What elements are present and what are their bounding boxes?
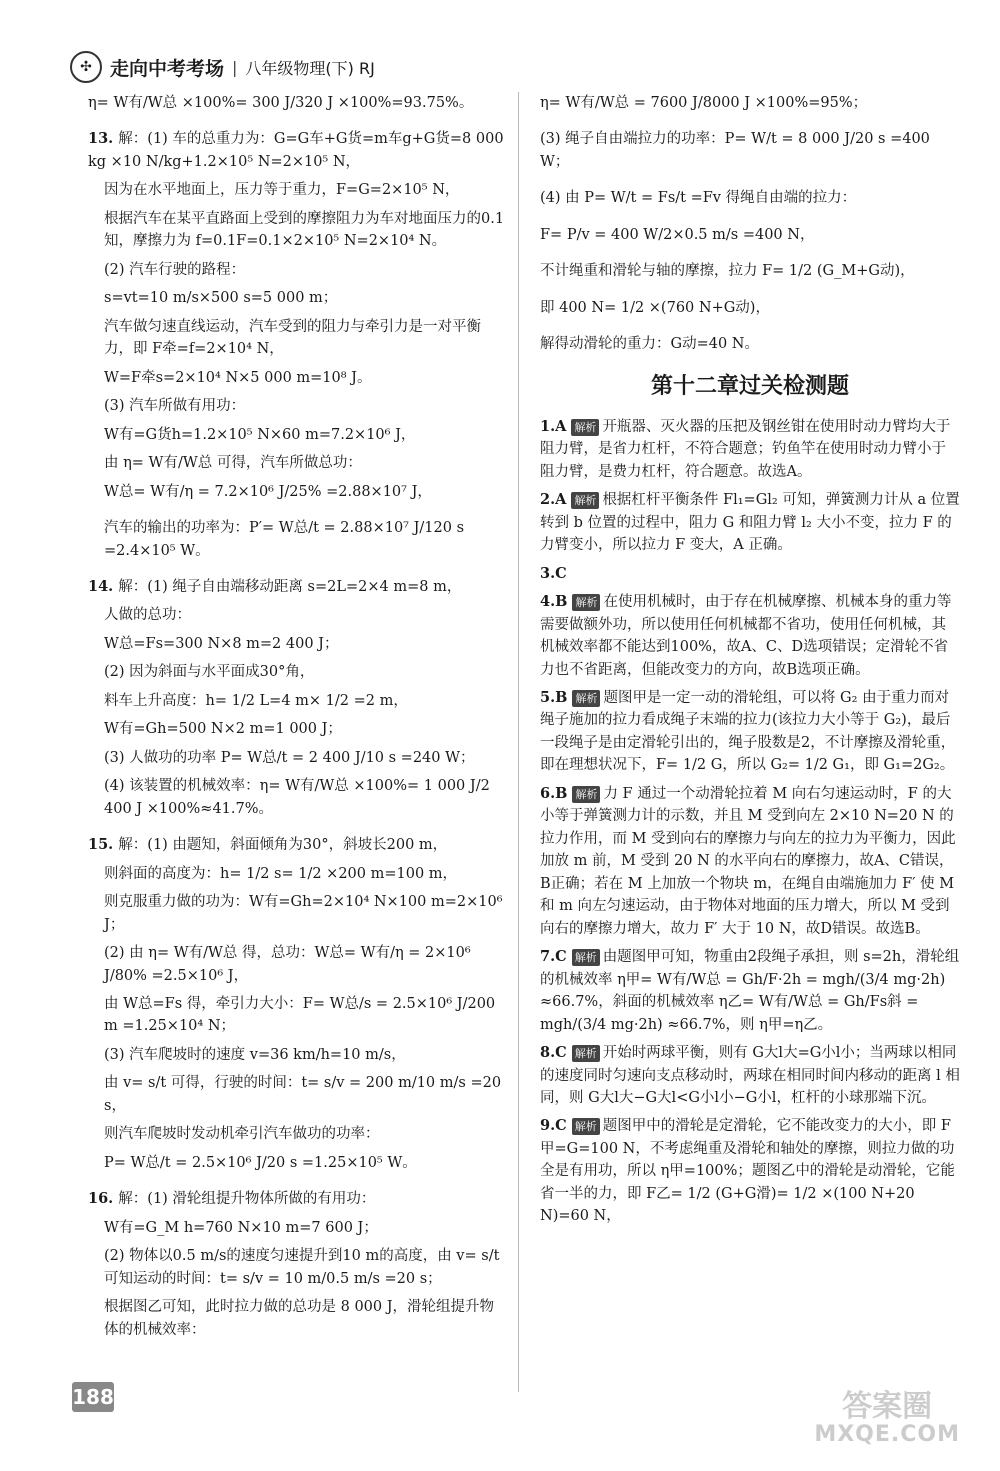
text-line <box>88 316 508 361</box>
text-line <box>88 1217 508 1239</box>
line-text: 根据杠杆平衡条件 Fl₁=Gl₂ 可知，弹簧测力计从 a 位置转到 b 位置的过程中，阻力 G 和阻力臂 l₂ 大小不变，拉力 F 的力臂变小，所以拉力 F 变大，A 正确。 <box>540 492 960 554</box>
answer-item <box>540 946 960 1036</box>
answer-item <box>540 591 960 681</box>
line-text: 汽车做匀速直线运动，汽车受到的阻力与牵引力是一对平衡力，即 F牵=f=2×10⁴ N， <box>104 318 481 358</box>
analysis-tag: 解析 <box>571 492 599 509</box>
analysis-tag: 解析 <box>572 1118 600 1135</box>
text-line <box>540 260 960 282</box>
answer-item <box>540 783 960 940</box>
book-brand: 走向中考考场 <box>110 57 225 80</box>
text-line <box>88 92 508 114</box>
answer-item <box>540 1115 960 1227</box>
item-number: 9.C <box>540 1117 572 1135</box>
line-text: 题图甲中的滑轮是定滑轮，它不能改变力的大小，即 F甲=G=100 N，不考虑绳重及滑轮和轴处的摩擦，则拉力做的功全是有用功，所以 η甲=100%；题图乙中的滑轮是动滑轮，它能省一半的力，即 F乙= 1/2 (G+G滑)= 1/2 ×(100 N+20 N)=60 N， <box>540 1118 955 1225</box>
line-text: 则斜面的高度为：h= 1/2 s= 1/2 ×200 m=100 m， <box>104 865 458 882</box>
line-text: 根据图乙可知，此时拉力做的总功是 8 000 J，滑轮组提升物体的机械效率： <box>104 1299 495 1338</box>
text-line <box>88 424 508 446</box>
line-text: 解：(1) 绳子自由端移动距离 s=2L=2×4 m=8 m， <box>118 578 462 595</box>
line-text: F= P/v = 400 W/2×0.5 m/s =400 N， <box>540 226 815 243</box>
line-text: (3) 汽车所做有用功： <box>104 398 246 415</box>
book-subtitle: 八年级物理(下) RJ <box>245 58 375 78</box>
line-text: 则克服重力做的功为：W有=Gh=2×10⁴ N×100 m=2×10⁶ J； <box>104 894 508 933</box>
page-number: 188 <box>72 1382 114 1412</box>
text-line <box>540 128 960 173</box>
item-number: 15. <box>88 836 119 854</box>
text-line <box>88 1072 508 1117</box>
text-line <box>88 259 508 281</box>
text-line <box>88 747 508 769</box>
answer-item <box>540 687 960 777</box>
analysis-tag: 解析 <box>572 594 600 611</box>
text-line <box>88 1152 508 1174</box>
text-line <box>88 604 508 626</box>
analysis-tag: 解析 <box>572 1045 600 1062</box>
text-line <box>88 993 508 1038</box>
text-line <box>88 718 508 740</box>
text-line <box>88 287 508 309</box>
text-line <box>88 1044 508 1066</box>
item-number: 5.B <box>540 689 573 706</box>
line-text: W有=Gh=500 N×2 m=1 000 J； <box>104 721 342 738</box>
line-text: 即 400 N= 1/2 ×(760 N+G动)， <box>540 299 770 316</box>
line-text: η= W有/W总 = 7600 J/8000 J ×100%=95%； <box>540 95 868 111</box>
line-text: (2) 由 η= W有/W总 得，总功：W总= W有/η = 2×10⁶ J/80% =2.5×10⁶ J， <box>104 945 476 984</box>
line-text: P= W总/t = 2.5×10⁶ J/20 s =1.25×10⁵ W。 <box>104 1154 417 1171</box>
line-text: (2) 物体以0.5 m/s的速度匀速提升到10 m的高度，由 v= s/t 可知运动的时间：t= s/v = 10 m/0.5 m/s =20 s； <box>104 1248 505 1287</box>
watermark-line1: 答案圈 <box>842 1389 933 1424</box>
line-text: (2) 汽车行驶的路程： <box>104 261 246 278</box>
text-line <box>540 224 960 246</box>
line-text: 解：(1) 由题知，斜面倾角为30°，斜坡长200 m， <box>118 837 448 854</box>
line-text: 由 η= W有/W总 可得，汽车所做总功： <box>104 455 362 472</box>
analysis-tag: 解析 <box>572 949 600 966</box>
line-text: 根据汽车在某平直路面上受到的摩擦阻力为车对地面压力的0.1知，摩擦力为 f=0.1F=0.1×2×10⁵ N=2×10⁴ N。 <box>104 210 505 250</box>
answer-item <box>88 834 508 856</box>
text-line <box>88 1245 508 1290</box>
text-line <box>88 179 508 201</box>
answer-item <box>540 489 960 556</box>
line-text: 则汽车爬坡时发动机牵引汽车做功的功率： <box>104 1126 380 1143</box>
line-text: 题图甲是一定一动的滑轮组，可以将 G₂ 由于重力而对绳子施加的拉力看成绳子末端的拉力(该拉力大小等于 G₂)，最后一段绳子是由定滑轮引出的，绳子股数是2，不计摩擦及滑轮重，即在理想状况下，F= 1/2 G，所以 G₂= 1/2 G₁，即 G₁=2G₂。 <box>540 690 956 774</box>
line-text: 在使用机械时，由于存在机械摩擦、机械本身的重力等需要做额外功，所以使用任何机械都不省功，使用任何机械，其机械效率都不能达到100%，故A、C、D选项错误；定滑轮不省力也不省距离，但能改变力的方向，故B选项正确。 <box>540 594 952 678</box>
header-separator: | <box>232 57 238 77</box>
line-text: 开始时两球平衡，则有 G大l大=G小l小；当两球以相同的速度同时匀速向支点移动时，两球在相同时间内移动的距离 l 相同，则 G大l大−G大l<G小l小−G小l，杠杆的小球那端下沉。 <box>540 1045 960 1106</box>
item-number: 1.A <box>540 417 572 435</box>
text-line <box>540 333 960 355</box>
item-number: 7.C <box>540 948 572 966</box>
text-line <box>88 517 508 562</box>
text-line <box>88 208 508 253</box>
line-text: η= W有/W总 ×100%= 300 J/320 J ×100%=93.75%。 <box>88 95 474 111</box>
line-text: (3) 汽车爬坡时的速度 v=36 km/h=10 m/s， <box>104 1046 406 1063</box>
page-header <box>70 52 375 82</box>
answer-item <box>88 1188 508 1210</box>
column-divider <box>518 92 519 1392</box>
right-column <box>540 92 960 1234</box>
line-text: W总=Fs=300 N×8 m=2 400 J； <box>104 635 339 652</box>
item-number: 4.B <box>540 593 573 611</box>
answer-item <box>540 563 960 585</box>
item-number: 2.A <box>540 491 572 509</box>
analysis-tag: 解析 <box>572 786 600 803</box>
text-line <box>540 92 960 114</box>
line-text: 不计绳重和滑轮与轴的摩擦，拉力 F= 1/2 (G_M+G动)， <box>540 263 915 280</box>
line-text: 由 v= s/t 可得，行驶的时间：t= s/v = 200 m/10 m/s =20 s， <box>104 1075 506 1114</box>
line-text: (3) 绳子自由端拉力的功率：P= W/t = 8 000 J/20 s =400 W； <box>540 131 935 170</box>
line-text: 料车上升高度：h= 1/2 L=4 m× 1/2 =2 m， <box>104 692 408 709</box>
line-text: 解得动滑轮的重力：G动=40 N。 <box>540 336 759 353</box>
watermark-line2: MXQE.COM <box>814 1422 960 1447</box>
text-line <box>540 297 960 319</box>
text-line <box>88 481 508 503</box>
analysis-tag: 解析 <box>571 419 599 436</box>
runner-logo-icon: ✣ <box>70 51 102 83</box>
text-line <box>88 633 508 655</box>
line-text: W总= W有/η = 7.2×10⁶ J/25% =2.88×10⁷ J， <box>104 483 432 500</box>
text-line <box>88 367 508 389</box>
text-line <box>88 891 508 936</box>
line-text: 开瓶器、灭火器的压把及钢丝钳在使用时动力臂均大于阻力臂，是省力杠杆，不符合题意；钓鱼竿在使用时动力臂小于阻力臂，是费力杠杆，符合题意。故选A。 <box>540 418 951 480</box>
text-line <box>88 690 508 712</box>
text-line <box>88 1123 508 1145</box>
item-number: 3.C <box>540 564 572 582</box>
item-number: 16. <box>88 1190 119 1208</box>
answer-item <box>88 128 508 173</box>
line-text: (4) 由 P= W/t = Fs/t =Fv 得绳自由端的拉力： <box>540 190 857 207</box>
answer-item <box>540 416 960 483</box>
item-number: 8.C <box>540 1044 572 1062</box>
line-text: 由题图甲可知，物重由2段绳子承担，则 s=2h，滑轮组的机械效率 η甲= W有/W总 = Gh/F·2h = mgh/(3/4 mg·2h) ≈66.7%，斜面的机械效率 η乙= W有/W总 = Gh/Fs斜 = mgh/(3/4 mg·2h) ≈66.7%，则 η甲=η乙。 <box>540 949 960 1033</box>
line-text: s=vt=10 m/s×500 s=5 000 m； <box>104 290 338 307</box>
item-number: 14. <box>88 577 119 595</box>
line-text: 解：(1) 滑轮组提升物体所做的有用功： <box>118 1191 376 1208</box>
watermark <box>814 1390 960 1447</box>
line-text: W=F牵s=2×10⁴ N×5 000 m=10⁸ J。 <box>104 369 372 386</box>
line-text: 解：(1) 车的总重力为：G=G车+G货=m车g+G货=8 000 kg ×10 N/kg+1.2×10⁵ N=2×10⁵ N， <box>88 131 509 170</box>
line-text: (2) 因为斜面与水平面成30°角， <box>104 664 315 681</box>
answer-item <box>540 1042 960 1109</box>
chapter-title: 第十二章过关检测题 <box>650 373 849 399</box>
text-line <box>88 661 508 683</box>
line-text: 汽车的输出的功率为：P′= W总/t = 2.88×10⁷ J/120 s =2.4×10⁵ W。 <box>104 520 469 559</box>
text-line <box>88 863 508 885</box>
line-text: 力 F 通过一个动滑轮拉着 M 向右匀速运动时，F 的大小等于弹簧测力计的示数，并且 M 受到向左 2×10 N=20 N 的拉力作用，而 M 受到向右的摩擦力与向左的拉力为平衡力，因此加放 m 前，M 受到 20 N 的水平向右的摩擦力，故A、C错误，B正确；若在 M 上加放一个物块 m，在绳自由端施加力 F′ 使 M 和 m 向左匀速运动，由于物体对地面的压力增大，所以 M 受到向右的摩擦力增大，故力 F′ 大于 10 N，故D错误。故选B。 <box>540 785 959 937</box>
text-line <box>88 1296 508 1341</box>
text-line <box>88 775 508 820</box>
text-line <box>88 395 508 417</box>
line-text: W有=G货h=1.2×10⁵ N×60 m=7.2×10⁶ J， <box>104 426 416 443</box>
line-text: (3) 人做功的功率 P= W总/t = 2 400 J/10 s =240 W； <box>104 749 475 766</box>
line-text: 由 W总=Fs 得，牵引力大小：F= W总/s = 2.5×10⁶ J/200 m =1.25×10⁴ N； <box>104 996 500 1035</box>
text-line <box>88 942 508 987</box>
text-line <box>540 187 960 209</box>
answer-item <box>88 576 508 598</box>
text-line <box>88 452 508 474</box>
left-column <box>88 92 508 1347</box>
line-text: W有=G_M h=760 N×10 m=7 600 J； <box>104 1219 378 1236</box>
item-number: 13. <box>88 130 119 148</box>
analysis-tag: 解析 <box>572 690 600 707</box>
line-text: 人做的总功： <box>104 607 191 624</box>
line-text: 因为在水平地面上，压力等于重力，F=G=2×10⁵ N， <box>104 182 460 199</box>
item-number: 6.B <box>540 784 573 802</box>
line-text: (4) 该装置的机械效率：η= W有/W总 ×100%= 1 000 J/2 400 J ×100%≈41.7%。 <box>104 778 495 817</box>
